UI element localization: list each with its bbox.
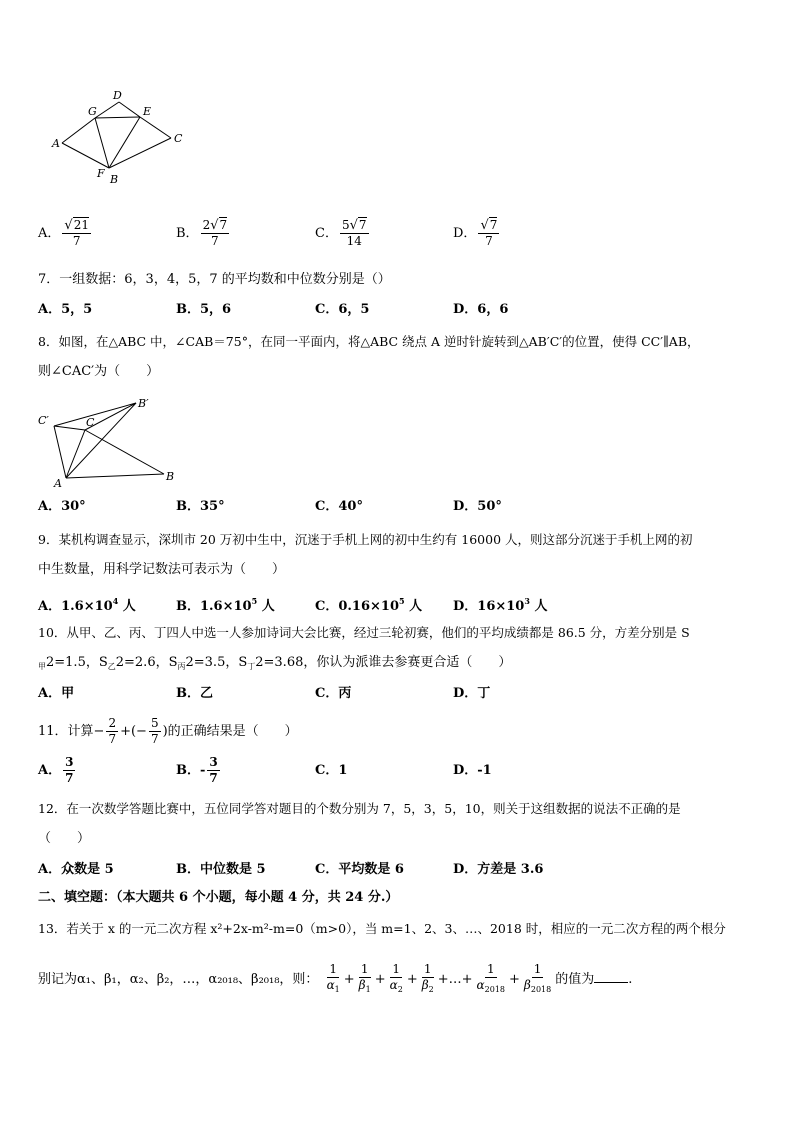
q6-option-c: C． $\frac{5√7}{14}$ [315,218,367,248]
fig1-label-a: A [52,137,60,150]
q8-option-b: B．35° [176,499,225,514]
q9-option-c: C．$0.16\times 10^5$ 人 [315,596,423,614]
q11-option-d: D．-1 [453,763,492,778]
q10-option-a: A．甲 [38,686,75,701]
q6-option-b: B． $\frac{2√7}{7}$ [176,218,228,248]
q8-stem-line1: 8．如图，在△ABC 中，∠CAB＝75°，在同一平面内，将△ABC 绕点 A 逆时针旋转到△AB′C′的位置，使得 CC′∥AB， [38,334,700,349]
q10-stem-line2: $_甲$2=1.5，$S_乙2=2.6$，$S_丙2=3.5$，$S_丁2=3.68$，你认为派谁去参赛更合适（ ） [38,655,512,671]
q13-stem-line1: 13．若关于 x 的一元二次方程 x²+2x-m²-m=0（m>0），当 m=1、2、3、…、2018 时，相应的一元二次方程的两个根分 [38,921,726,936]
fig2-label-c: C [86,416,95,429]
q13-frac-6: $\frac{1}{\beta_{2018}}$ [523,962,552,994]
q9-option-d: D．$16\times 10^3$ 人 [453,596,548,614]
q9-option-b: B．$1.6\times 10^5$ 人 [176,596,275,614]
fig1-label-d: D [113,89,122,102]
q12-stem-line1: 12．在一次数学答题比赛中，五位同学答对题目的个数分别为 7，5，3，5，10，则关于这组数据的说法不正确的是 [38,801,681,816]
q6-option-d: D． $\frac{√7}{7}$ [453,218,498,248]
q8-stem-line2: 则∠CAC′为（ ） [38,364,160,379]
q9-stem-line1: 9．某机构调查显示，深圳市 20 万初中生中，沉迷于手机上网的初中生约有 16000 人，则这部分沉迷于手机上网的初 [38,532,693,547]
fig2-label-a: A [54,477,62,490]
fig1-label-b: B [110,173,119,186]
fig1-label-e: E [143,105,152,118]
q13-stem-line2: 别记为α₁、β₁，α₂、β₂，…，α₂₀₁₈、β₂₀₁₈，则： $\frac{1}{\alpha_1}$ + $\frac{1}{\beta_1}$ + $\frac{1}{\alpha_2}$ + $\frac{1}{\beta_2}$ +…+ $\frac{1}{\alpha_{2018}}$ + $\frac{1}{\beta_{2018}}$ 的值为 . [38,958,632,1002]
q13-frac-1: $\frac{1}{\alpha_1}$ [326,962,340,994]
fig1-label-c: C [174,132,183,145]
q11-option-b: B．- $\frac{3}{7}$ [176,755,218,785]
section-heading-fill-in: 二、填空题：（本大题共 6 个小题，每小题 4 分，共 24 分.） [38,890,399,905]
q12-option-d: D．方差是 3.6 [453,862,544,877]
figure-rotated-triangle [36,392,186,492]
q7-option-d: D．6，6 [453,302,509,317]
q7-option-b: B．5，6 [176,302,232,317]
q12-stem-line2: （ ） [38,831,91,846]
q11-stem: 11．计算− $\frac{2}{7}$ +(− $\frac{5}{7}$ )的正确结果是（ ） [38,716,298,746]
q12-option-a: A．众数是 5 [38,862,114,877]
q13-frac-2: $\frac{1}{\beta_1}$ [358,962,371,994]
q11-option-c: C．1 [315,763,348,778]
q8-option-c: C．40° [315,499,363,514]
fig2-label-b-prime: B′ [138,397,149,410]
q13-frac-4: $\frac{1}{\beta_2}$ [421,962,434,994]
q11-option-a: A． $\frac{3}{7}$ [38,755,74,785]
q10-stem-line1: 10．从甲、乙、丙、丁四人中选一人参加诗词大会比赛，经过三轮初赛，他们的平均成绩都是 86.5 分，方差分别是 S [38,625,690,640]
q10-option-d: D．丁 [453,686,491,701]
fig1-label-g: G [88,105,97,118]
q6-option-a: A． $\frac{√21}{7}$ [38,218,89,248]
q12-option-b: B．中位数是 5 [176,862,266,877]
fig2-label-b: B [166,470,175,483]
q12-option-c: C．平均数是 6 [315,862,404,877]
q8-option-a: A．30° [38,499,86,514]
figure-quadrilateral [46,85,196,190]
q7-option-c: C．6，5 [315,302,370,317]
fig2-label-c-prime: C′ [38,414,49,427]
q8-option-d: D．50° [453,499,502,514]
q10-option-c: C．丙 [315,686,352,701]
q13-answer-blank[interactable] [594,970,628,983]
fig1-label-f: F [97,167,105,180]
q10-option-b: B．乙 [176,686,213,701]
q13-frac-3: $\frac{1}{\alpha_2}$ [389,962,403,994]
q9-option-a: A．$1.6\times 10^4$ 人 [38,596,136,614]
q13-frac-5: $\frac{1}{\alpha_{2018}}$ [476,962,506,994]
q9-stem-line2: 中生数量，用科学记数法可表示为（ ） [38,562,286,577]
q7-stem: 7．一组数据：6，3，4，5，7 的平均数和中位数分别是（） [38,272,391,287]
q7-option-a: A．5，5 [38,302,93,317]
